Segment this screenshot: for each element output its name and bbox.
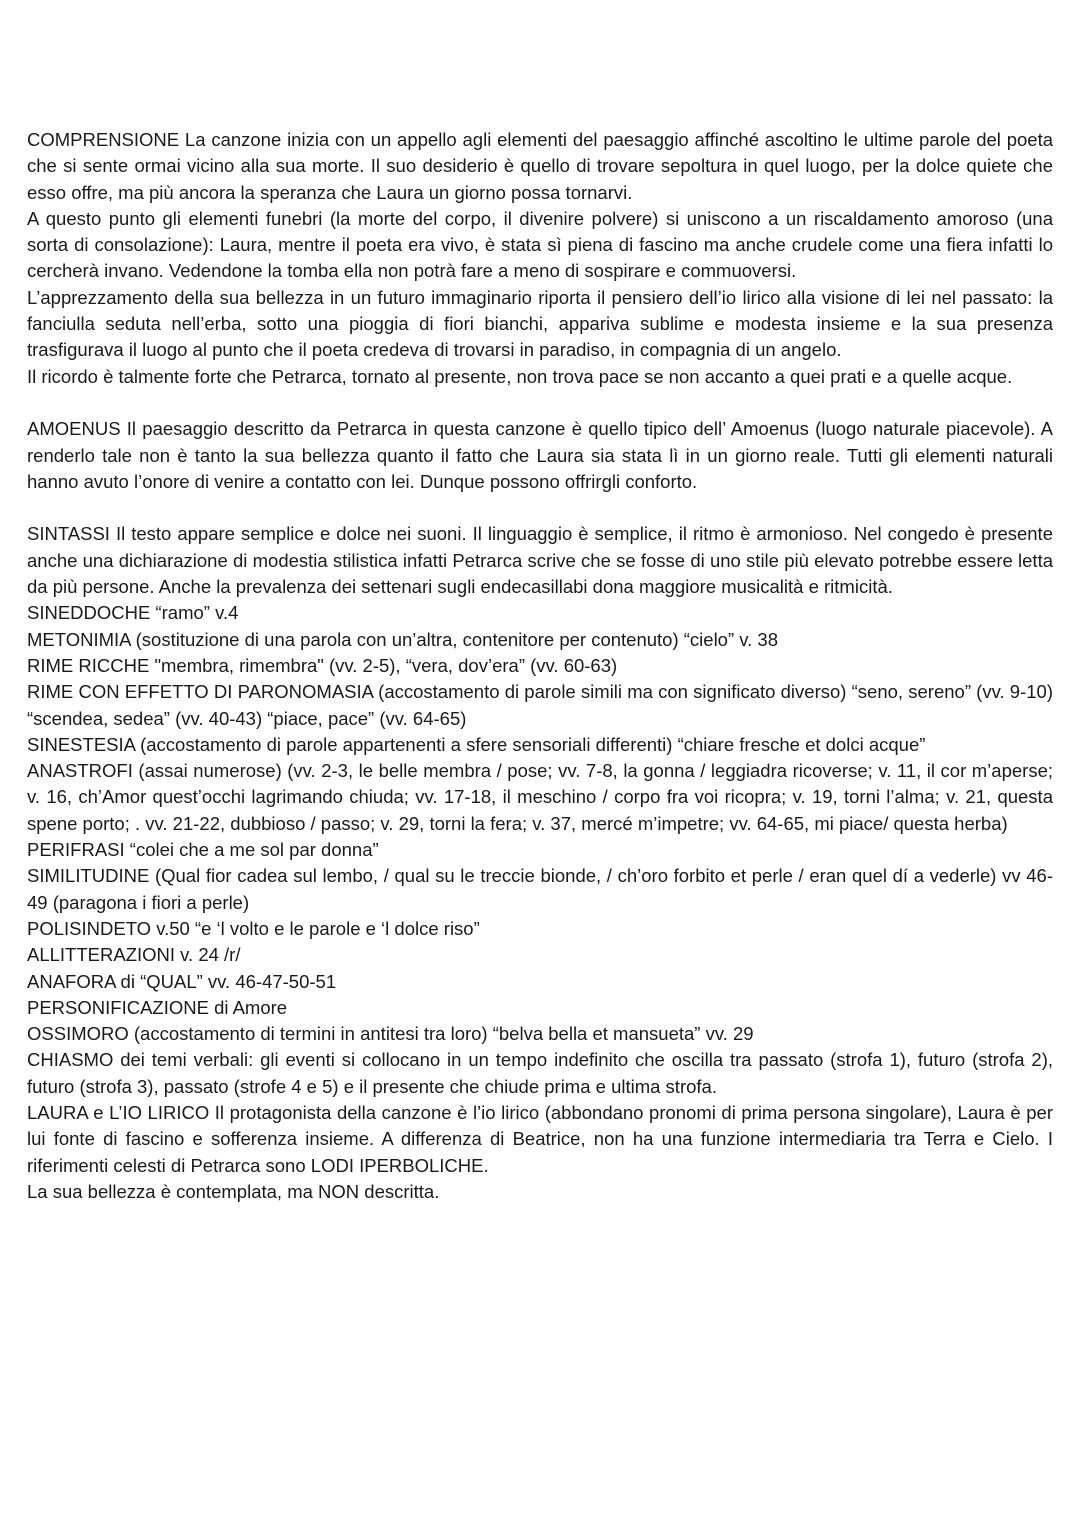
list-item: La sua bellezza è contemplata, ma NON descritta. [27, 1180, 440, 1202]
list-item: POLISINDETO v.50 “e ‘l volto e le parole e ‘l dolce riso” [27, 917, 480, 939]
list-item: RIME RICCHE "membra, rimembra" (vv. 2-5), “vera, dov’era” (vv. 60-63) [27, 654, 618, 676]
section-sintassi [27, 521, 1053, 1205]
list-item: ANAFORA di “QUAL” vv. 46-47-50-51 [27, 970, 337, 992]
paragraph: L’apprezzamento della sua bellezza in un futuro immaginario riporta il pensiero dell’io lirico alla visione di lei nel passato: la fanciulla seduta nell’erba, sotto una pioggia di fiori bianchi, appariva sublime e modesta insieme e la sua presenza trasfigurava il luogo al punto che il poeta credeva di trovarsi in paradiso, in compagnia di un angelo. [27, 286, 1053, 361]
list-item: SINEDDOCHE “ramo” v.4 [27, 602, 239, 624]
document-page [27, 127, 1053, 1205]
spacer [27, 495, 1053, 521]
paragraph: A questo punto gli elementi funebri (la morte del corpo, il divenire polvere) si uniscono a un riscaldamento amoroso (una sorta di consolazione): Laura, mentre il poeta era vivo, è stata sì piena di fascino ma anche crudele come una fiera infatti lo cercherà invano. Vedendone la tomba ella non potrà fare a meno di sospirare e commuoversi. [27, 207, 1053, 282]
section-amoenus [27, 416, 1053, 495]
paragraph: SINTASSI Il testo appare semplice e dolce nei suoni. Il linguaggio è semplice, il ritmo è armonioso. Nel congedo è presente anche una dichiarazione di modestia stilistica infatti Petrarca scrive che se fosse di uno stile più elevato potrebbe essere letta da più persone. Anche la prevalenza dei settenari sugli endecasillabi dona maggiore musicalità e ritmicità. [27, 523, 1053, 598]
list-item: SINESTESIA (accostamento di parole appartenenti a sfere sensoriali differenti) “chiare fresche et dolci acque” [27, 733, 926, 755]
list-item: OSSIMORO (accostamento di termini in antitesi tra loro) “belva bella et mansueta” vv. 29 [27, 1023, 754, 1045]
list-item: PERSONIFICAZIONE di Amore [27, 996, 288, 1018]
paragraph: COMPRENSIONE La canzone inizia con un appello agli elementi del paesaggio affinché ascoltino le ultime parole del poeta che si sente ormai vicino alla sua morte. Il suo desiderio è quello di trovare sepoltura in quel luogo, per la dolce quiete che esso offre, ma più ancora la speranza che Laura un giorno possa tornarvi. [27, 129, 1053, 203]
section-comprensione [27, 127, 1053, 390]
list-item: CHIASMO dei temi verbali: gli eventi si collocano in un tempo indefinito che oscilla tra passato (strofa 1), futuro (strofa 2), futuro (strofa 3), passato (strofe 4 e 5) e il presente che chiude prima e ultima strofa. [27, 1049, 1053, 1097]
list-item: PERIFRASI “colei che a me sol par donna” [27, 839, 379, 861]
paragraph: Il ricordo è talmente forte che Petrarca, tornato al presente, non trova pace se non accanto a quei prati e a quelle acque. [27, 365, 1013, 387]
list-item: SIMILITUDINE (Qual fior cadea sul lembo, / qual su le treccie bionde, / ch’oro forbito et perle / eran quel dí a vederle) vv 46-49 (paragona i fiori a perle) [27, 865, 1053, 913]
list-item: LAURA e L’IO LIRICO Il protagonista della canzone è l’io lirico (abbondano pronomi di prima persona singolare), Laura è per lui fonte di fascino e sofferenza insieme. A differenza di Beatrice, non ha una funzione intermediaria tra Terra e Cielo. I riferimenti celesti di Petrarca sono LODI IPERBOLICHE. [27, 1101, 1053, 1176]
list-item: ALLITTERAZIONI v. 24 /r/ [27, 944, 241, 966]
list-item: ANASTROFI (assai numerose) (vv. 2-3, le belle membra / pose; vv. 7-8, la gonna / leggiadra ricoverse; v. 11, il cor m’aperse; v. 16, ch’Amor quest’occhi lagrimando chiuda; vv. 17-18, il meschino / corpo fra voi ricopra; v. 19, torni l’alma; v. 21, questa spene porto; . vv. 21-22, dubbioso / passo; v. 29, torni la fera; v. 37, mercé m’impetre; vv. 64-65, mi piace/ questa herba) [27, 760, 1053, 834]
list-item: RIME CON EFFETTO DI PARONOMASIA (accostamento di parole simili ma con significato diverso) “seno, sereno” (vv. 9-10) “scendea, sedea” (vv. 40-43) “piace, pace” (vv. 64-65) [27, 681, 1053, 729]
paragraph: AMOENUS Il paesaggio descritto da Petrarca in questa canzone è quello tipico dell’ Amoenus (luogo naturale piacevole). A renderlo tale non è tanto la sua bellezza quanto il fatto che Laura sia stata lì in un giorno reale. Tutti gli elementi naturali hanno avuto l’onore di venire a contatto con lei. Dunque possono offrirgli conforto. [27, 418, 1053, 492]
list-item: METONIMIA (sostituzione di una parola con un’altra, contenitore per contenuto) “cielo” v. 38 [27, 628, 779, 650]
spacer [27, 390, 1053, 416]
